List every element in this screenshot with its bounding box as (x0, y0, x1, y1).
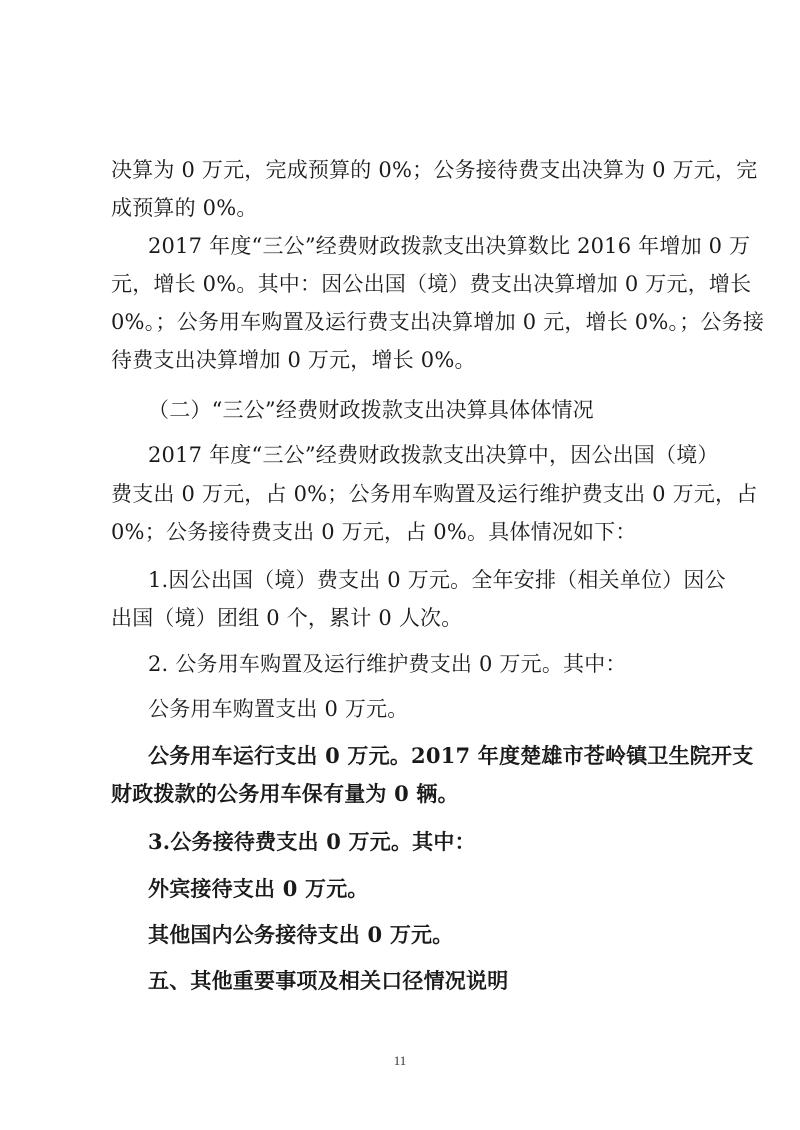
section-heading: 五、其他重要事项及相关口径情况说明 (148, 968, 509, 993)
paragraph-line: 0%；公务接待费支出 0 万元，占 0%。具体情况如下： (111, 520, 637, 544)
paragraph-line: 0%。；公务用车购置及运行费支出决算增加 0 元，增长 0%。；公务接 (111, 310, 765, 334)
paragraph-line: 出国（境）团组 0 个，累计 0 人次。 (111, 606, 463, 630)
paragraph-line: 公务用车购置支出 0 万元。 (148, 697, 409, 721)
paragraph-line: 2017 年度“三公”经费财政拨款支出决算中，因公出国（境） (148, 443, 719, 467)
section-heading: （二）“三公”经费财政拨款支出决算具体体情况 (148, 398, 594, 422)
paragraph-line: 2. 公务用车购置及运行维护费支出 0 万元。其中： (148, 652, 627, 676)
paragraph-line: 待费支出决算增加 0 万元，增长 0%。 (111, 348, 476, 372)
paragraph-line: 3.公务接待费支出 0 万元。其中： (148, 829, 476, 854)
paragraph-line: 2017 年度“三公”经费财政拨款支出决算数比 2016 年增加 0 万 (148, 234, 751, 258)
paragraph-line: 其他国内公务接待支出 0 万元。 (148, 922, 454, 947)
paragraph-line: 决算为 0 万元，完成预算的 0%；公务接待费支出决算为 0 万元，完 (111, 158, 758, 182)
paragraph-line: 财政拨款的公务用车保有量为 0 辆。 (111, 781, 459, 806)
paragraph-line: 成预算的 0%。 (111, 196, 258, 220)
paragraph-line: 外宾接待支出 0 万元。 (148, 876, 369, 901)
paragraph-line: 公务用车运行支出 0 万元。2017 年度楚雄市苍岭镇卫生院开支 (148, 743, 754, 768)
paragraph-line: 1.因公出国（境）费支出 0 万元。全年安排（相关单位）因公 (148, 568, 726, 592)
page-number: 11 (393, 1053, 407, 1068)
paragraph-line: 费支出 0 万元，占 0%；公务用车购置及运行维护费支出 0 万元，占 (111, 482, 758, 506)
paragraph-line: 元，增长 0%。其中：因公出国（境）费支出决算增加 0 万元，增长 (111, 272, 752, 296)
